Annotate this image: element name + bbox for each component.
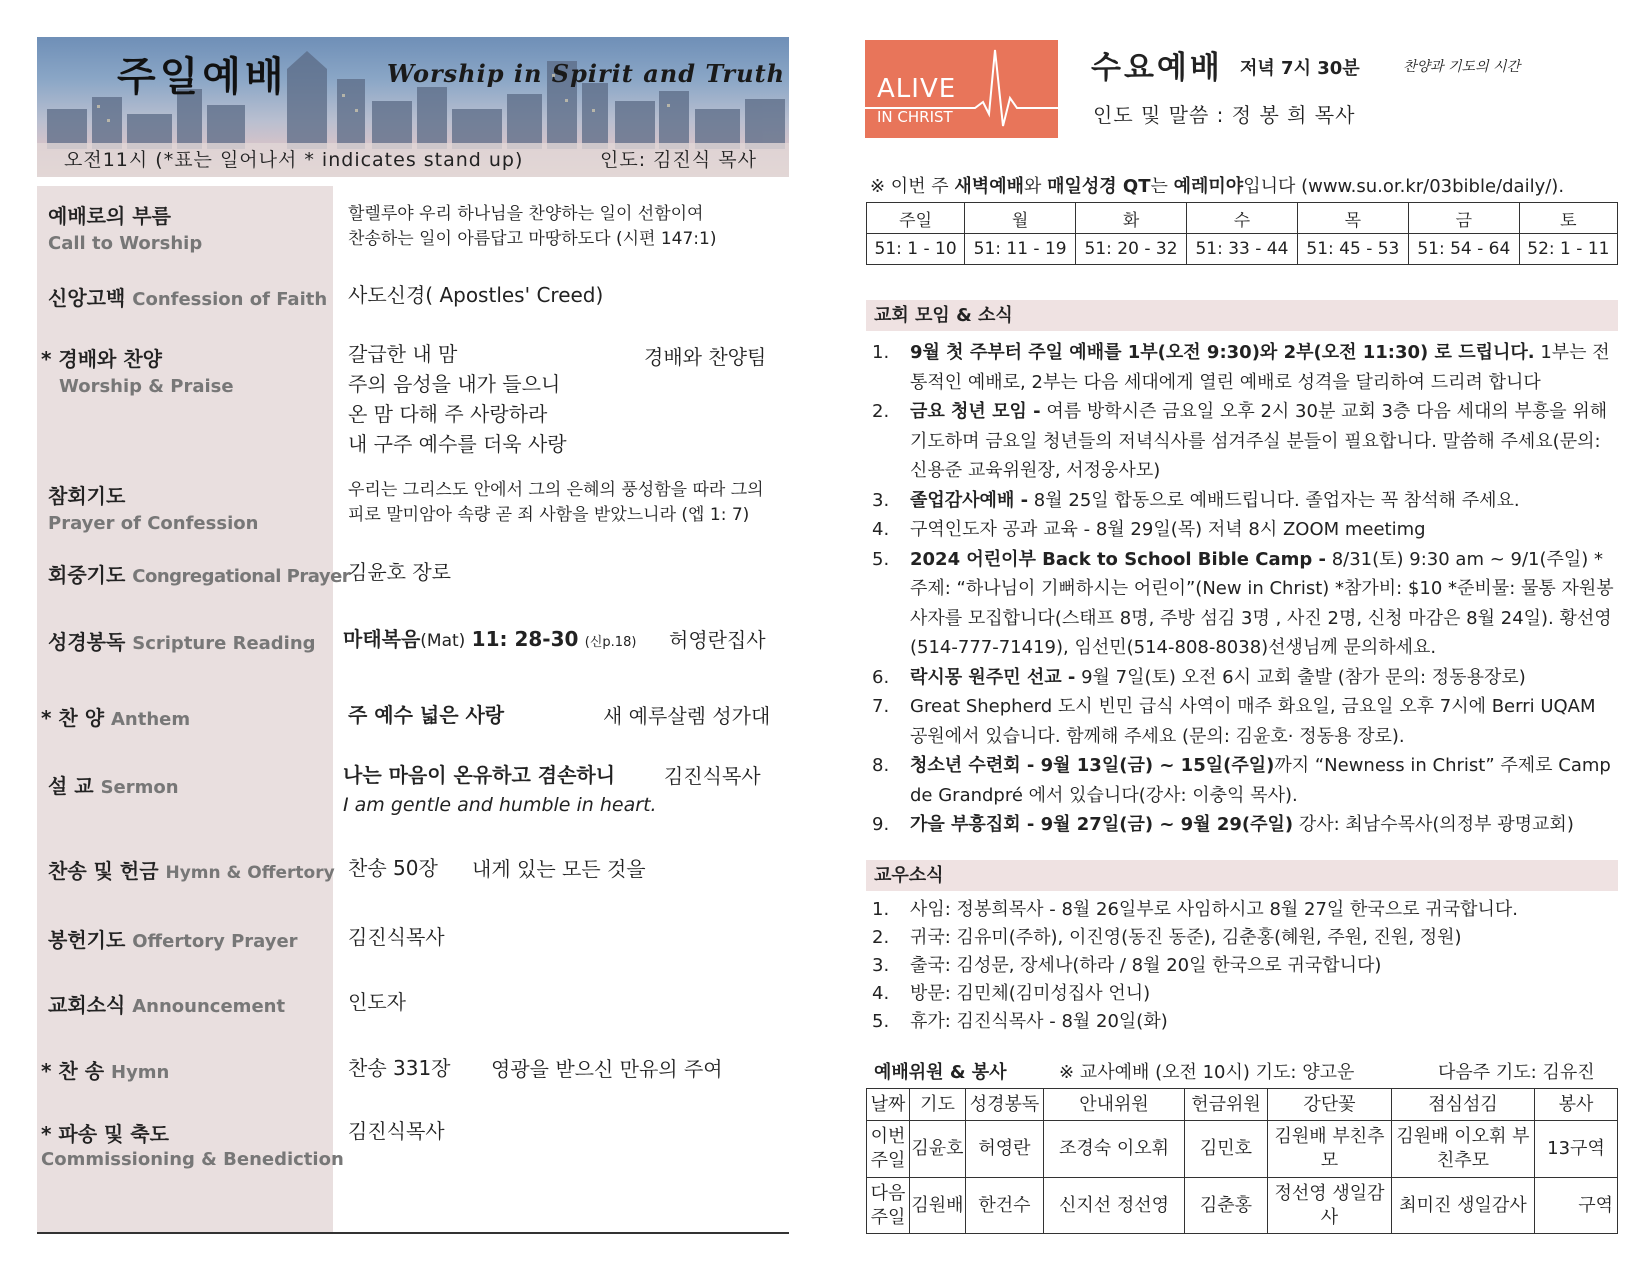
item-title: * 파송 및 축도 Commissioning & Benediction <box>41 1122 344 1170</box>
member-item: 3. 출국: 김성문, 장세나(하라 / 8월 20일 한국으로 귀국합니다) <box>872 955 1382 976</box>
logo-line1: ALIVE <box>877 74 957 104</box>
sunday-leader: 인도: 김진식 목사 <box>600 149 757 171</box>
item-title: 찬송 및 헌금 Hymn & Offertory <box>48 859 335 883</box>
duty-cell: 구역 <box>1535 1178 1618 1234</box>
duty-cell: 조경숙 이오휘 <box>1044 1121 1185 1178</box>
duty-cell: 허영란 <box>966 1121 1044 1178</box>
duty-header-row <box>867 1089 1618 1121</box>
item-content: 찬송 331장 <box>348 1056 451 1080</box>
item-title: 설 교 Sermon <box>48 774 179 798</box>
duty-cell: 정선영 생일감사 <box>1268 1178 1392 1234</box>
duty-col-header: 헌금위원 <box>1185 1089 1268 1121</box>
duty-cell: 김원배 <box>910 1178 966 1234</box>
item-title: 회중기도 Congregational Prayer <box>48 563 351 587</box>
sunday-title: 주일예배 <box>117 54 288 100</box>
item-leader: 경배와 찬양팀 <box>644 345 767 369</box>
duty-row-this-week <box>867 1121 1618 1178</box>
duty-cell: 김춘홍 <box>1185 1178 1268 1234</box>
qt-range: 51: 20 - 32 <box>1076 234 1187 265</box>
item-content: 인도자 <box>348 990 406 1014</box>
sunday-time-note: 오전11시 (*표는 일어나서 * indicates stand up) <box>64 149 524 171</box>
item-content: 김진식목사 <box>348 1119 445 1143</box>
qt-day: 월 <box>965 203 1076 234</box>
item-title: 예배로의 부름 Call to Worship <box>48 204 203 254</box>
qt-range: 51: 1 - 10 <box>867 234 965 265</box>
news-item: 6. 락시몽 원주민 선교 - 9월 7일(토) 오전 6시 교회 출발 (참가 문의: 정동용장로) <box>872 666 1526 688</box>
item-title: 신앙고백 Confession of Faith <box>48 286 328 310</box>
item-title: 참회기도 Prayer of Confession <box>48 484 259 534</box>
duty-cell: 신지선 정선영 <box>1044 1178 1185 1234</box>
item-content: 사도신경( Apostles' Creed) <box>348 283 604 307</box>
hymn-title: 영광을 받으신 만유의 주여 <box>491 1057 723 1081</box>
qt-reading-table <box>866 202 1618 265</box>
qt-range: 51: 54 - 64 <box>1408 234 1519 265</box>
duty-col-header: 성경봉독 <box>966 1089 1044 1121</box>
news-list <box>872 338 1618 840</box>
duty-col-header: 강단꽃 <box>1268 1089 1392 1121</box>
member-item: 2. 귀국: 김유미(주하), 이진영(동진 동준), 김춘홍(혜원, 주원, 진원, 정원) <box>872 927 1462 948</box>
qt-range: 52: 1 - 11 <box>1519 234 1617 265</box>
wednesday-leader: 인도 및 말씀 : 정 봉 희 목사 <box>1093 103 1356 127</box>
qt-day: 주일 <box>867 203 965 234</box>
duty-table <box>866 1088 1618 1234</box>
duty-col-header: 점심섬김 <box>1392 1089 1535 1121</box>
duty-col-header: 날짜 <box>867 1089 910 1121</box>
item-content: 갈급한 내 맘 주의 음성을 내가 들으니 온 맘 다해 주 사랑하라 내 구주 예수를 더욱 사랑 <box>348 342 567 456</box>
member-item: 5. 휴가: 김진식목사 - 8월 20일(화) <box>872 1011 1168 1032</box>
members-heading: 교우소식 <box>866 860 1618 891</box>
item-title: * 경배와 찬양 Worship & Praise <box>41 347 234 397</box>
duty-col-header: 봉사 <box>1535 1089 1618 1121</box>
qt-note: ※ 이번 주 새벽예배와 매일성경 QT는 예레미야입니다 (www.su.or.kr/03bible/daily/). <box>870 176 1565 197</box>
qt-range: 51: 33 - 44 <box>1187 234 1298 265</box>
duty-cell: 최미진 생일감사 <box>1392 1178 1535 1234</box>
duty-col-header: 안내위원 <box>1044 1089 1185 1121</box>
item-leader: 새 예루살렘 성가대 <box>603 704 771 728</box>
item-content: 찬송 50장 <box>348 856 438 880</box>
sunday-banner <box>37 37 789 177</box>
duty-cell: 김민호 <box>1185 1121 1268 1178</box>
item-leader: 김진식목사 <box>664 764 761 788</box>
duty-cell: 김윤호 <box>910 1121 966 1178</box>
item-content: 김윤호 장로 <box>348 560 451 584</box>
logo-line2: IN CHRIST <box>877 108 953 126</box>
qt-day: 금 <box>1408 203 1519 234</box>
wednesday-title: 수요예배 <box>1091 50 1223 86</box>
qt-range-row <box>867 234 1618 265</box>
news-item: 7. Great Shepherd 도시 빈민 급식 사역이 매주 화요일, 금요일 오후 7시에 Berri UQAM 공원에서 있습니다. 함께해 주세요 (문의: 김윤호· 정동용 장로). <box>872 696 1596 747</box>
member-item: 4. 방문: 김민체(김미성집사 언니) <box>872 983 1151 1004</box>
wednesday-time: 저녁 7시 30분 <box>1240 58 1360 79</box>
qt-day: 목 <box>1297 203 1408 234</box>
duty-cell: 다음 주일 <box>867 1178 910 1234</box>
news-item: 2. 금요 청년 모임 - 여름 방학시즌 금요일 오후 2시 30분 교회 3층 다음 세대의 부흥을 위해 기도하며 금요일 청년들의 저녁식사를 섬겨주실 분들이 필요합니다. 말씀해 주세요(문의: 신용준 교육위원장, 서정웅사모) <box>872 401 1608 481</box>
hymn-title: 내게 있는 모든 것을 <box>472 857 646 881</box>
qt-day: 화 <box>1076 203 1187 234</box>
item-content: 마태복음(Mat) 11: 28-30 (신p.18) <box>343 627 637 651</box>
qt-day: 토 <box>1519 203 1617 234</box>
member-item: 1. 사임: 정봉희목사 - 8월 26일부로 사임하시고 8월 27일 한국으로 귀국합니다. <box>872 899 1518 920</box>
duty-row-next-week <box>867 1178 1618 1234</box>
duty-cell: 김원배 부친추모 <box>1268 1121 1392 1178</box>
qt-range: 51: 45 - 53 <box>1297 234 1408 265</box>
qt-day: 수 <box>1187 203 1298 234</box>
next-week-prayer: 다음주 기도: 김유진 <box>1438 1062 1595 1083</box>
duty-header <box>866 1058 1618 1088</box>
order-of-worship <box>37 186 789 1234</box>
news-heading: 교회 모임 & 소식 <box>866 300 1618 331</box>
qt-day-row <box>867 203 1618 234</box>
item-content: 우리는 그리스도 안에서 그의 은혜의 풍성함을 따라 그의 피로 말미암아 속량 곧 죄 사함을 받았느니라 (엡 1: 7) <box>348 480 764 525</box>
duty-col-header: 기도 <box>910 1089 966 1121</box>
news-item: 4. 구역인도자 공과 교육 - 8월 29일(목) 저녁 8시 ZOOM meetimg <box>872 519 1426 540</box>
item-leader: 허영란집사 <box>669 628 766 652</box>
sunday-motto: Worship in Spirit and Truth <box>387 59 786 88</box>
duty-cell: 한건수 <box>966 1178 1044 1234</box>
news-item: 1. 9월 첫 주부터 주일 예배를 1부(오전 9:30)와 2부(오전 11:30) 로 드립니다. 1부는 전통적인 예배로, 2부는 다음 세대에게 열린 예배로 성격을 달리하여 드리려 합니다 <box>872 342 1610 393</box>
item-title: 성경봉독 Scripture Reading <box>48 630 316 654</box>
item-content: 주 예수 넓은 사랑 <box>348 703 505 727</box>
wednesday-subtitle: 찬양과 기도의 시간 <box>1403 59 1521 75</box>
news-item: 9. 가을 부흥집회 - 9월 27일(금) ~ 9월 29(주일) 강사: 최남수목사(의정부 광명교회) <box>872 814 1574 835</box>
teacher-service-note: ※ 교사예배 (오전 10시) 기도: 양고운 <box>1059 1062 1355 1083</box>
duty-cell: 이번 주일 <box>867 1121 910 1178</box>
sunday-info-bar <box>37 143 789 177</box>
item-title: 교회소식 Announcement <box>48 993 286 1017</box>
news-item: 5. 2024 어린이부 Back to School Bible Camp - 8/31(토) 9:30 am ~ 9/1(주일) *주제: “하나님이 기뻐하시는 어린이”(New in Christ) *참가비: $10 *준비물: 물통 자원봉사자를 모집합니다(스태프 8명, 주방 섬김 3명 , 사진 2명, 신청 마감은 8월 24일). 황선영(514-777-71419), 임선민(514-808-8038)선생님께 문의하세요. <box>872 548 1614 658</box>
duty-heading: 예배위원 & 봉사 <box>874 1062 1007 1083</box>
item-title: 봉헌기도 Offertory Prayer <box>48 928 298 952</box>
members-list <box>872 896 1618 1036</box>
item-content: 나는 마음이 온유하고 겸손하니 I am gentle and humble in heart. <box>343 763 657 816</box>
item-title: * 찬 양 Anthem <box>41 706 191 730</box>
news-item: 3. 졸업감사예배 - 8월 25일 합동으로 예배드립니다. 졸업자는 꼭 참석해 주세요. <box>872 489 1520 511</box>
alive-in-christ-logo <box>865 40 1058 138</box>
item-title: * 찬 송 Hymn <box>41 1059 170 1083</box>
item-content: 김진식목사 <box>348 925 445 949</box>
qt-range: 51: 11 - 19 <box>965 234 1076 265</box>
item-content: 할렐루야 우리 하나님을 찬양하는 일이 선함이여 찬송하는 일이 아름답고 마땅하도다 (시편 147:1) <box>348 204 717 249</box>
duty-cell: 13구역 <box>1535 1121 1618 1178</box>
news-item: 8. 청소년 수련회 - 9월 13일(금) ~ 15일(주일)까지 “Newness in Christ” 주제로 Camp de Grandpré 에서 있습니다(강사: 이충익 목사). <box>872 755 1611 806</box>
duty-cell: 김원배 이오휘 부친추모 <box>1392 1121 1535 1178</box>
